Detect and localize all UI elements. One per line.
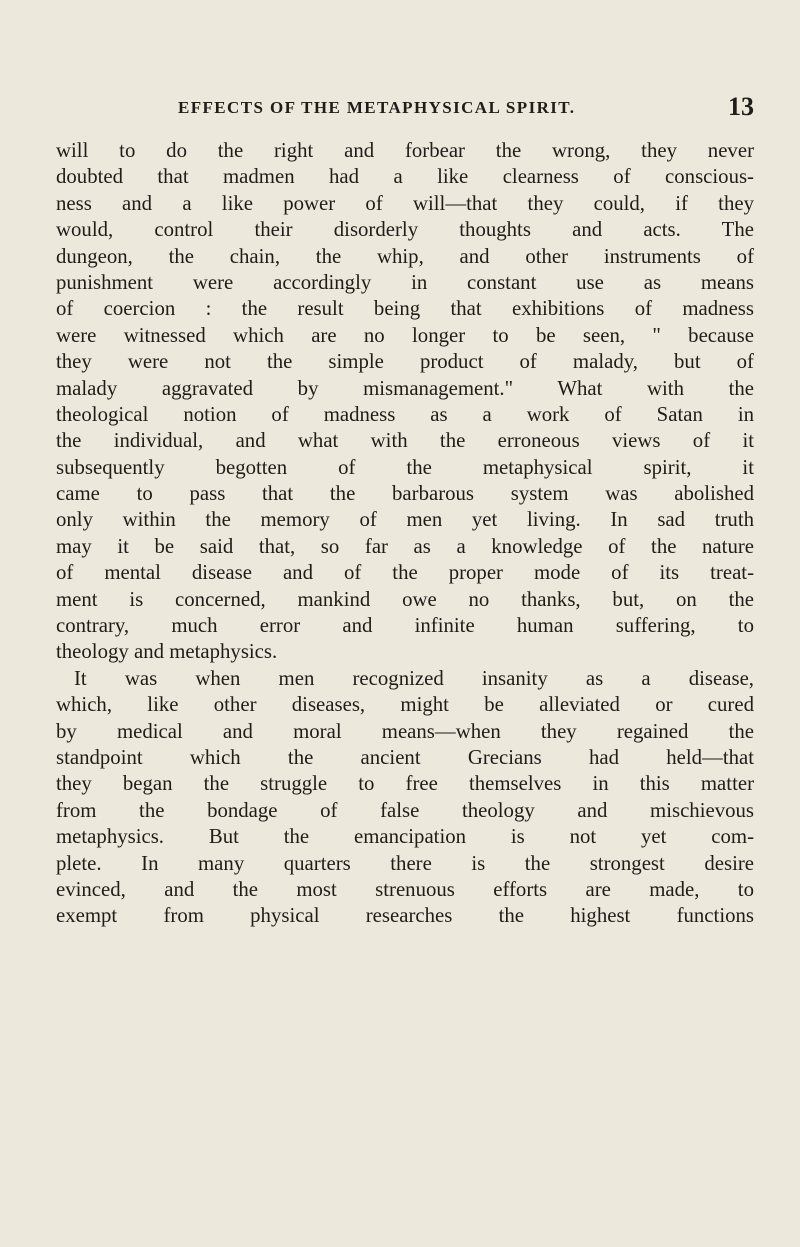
- text-line: may it be said that, so far as a knowledge of the nature: [56, 534, 754, 558]
- text-line: malady aggravated by mismanagement." What with the: [56, 376, 754, 400]
- text-line: plete. In many quarters there is the strongest desire: [56, 851, 754, 875]
- text-line: the individual, and what with the erroneous views of it: [56, 429, 754, 453]
- body-text: [56, 138, 754, 930]
- text-line: evinced, and the most strenuous efforts are made, to: [56, 877, 754, 901]
- text-line: ness and a like power of will—that they could, if they: [56, 191, 754, 215]
- text-line: of coercion : the result being that exhibitions of madness: [56, 297, 754, 321]
- text-line: punishment were accordingly in constant use as means: [56, 270, 754, 294]
- text-line: subsequently begotten of the metaphysical spirit, it: [56, 455, 754, 479]
- text-line: dungeon, the chain, the whip, and other instruments of: [56, 244, 754, 268]
- paragraph-start-line: It was when men recognized insanity as a disease,: [74, 666, 754, 690]
- running-head: [60, 92, 760, 122]
- text-line: theological notion of madness as a work of Satan in: [56, 402, 754, 426]
- text-line: from the bondage of false theology and mischievous: [56, 798, 754, 822]
- text-line: of mental disease and of the proper mode of its treat-: [56, 561, 754, 585]
- text-line: they began the struggle to free themselves in this matter: [56, 772, 754, 796]
- text-line: only within the memory of men yet living. In sad truth: [56, 508, 754, 532]
- running-title: EFFECTS OF THE METAPHYSICAL SPIRIT.: [178, 98, 576, 117]
- text-line: were witnessed which are no longer to be seen, " because: [56, 323, 754, 347]
- text-line: exempt from physical researches the highest functions: [56, 904, 754, 928]
- text-line: contrary, much error and infinite human suffering, to: [56, 614, 754, 638]
- text-line: will to do the right and forbear the wrong, they never: [56, 139, 754, 162]
- text-line: which, like other diseases, might be alleviated or cured: [56, 693, 754, 717]
- text-line: they were not the simple product of malady, but of: [56, 350, 754, 374]
- page-number: 13: [728, 92, 754, 121]
- text-line: ment is concerned, mankind owe no thanks, but, on the: [56, 587, 754, 611]
- text-line: by medical and moral means—when they regained the: [56, 719, 754, 743]
- text-line: doubted that madmen had a like clearness of conscious-: [56, 165, 754, 189]
- paragraph-end-line: theology and metaphysics.: [56, 640, 278, 664]
- text-line: would, control their disorderly thoughts and acts. The: [56, 218, 754, 242]
- text-line: came to pass that the barbarous system was abolished: [56, 482, 754, 506]
- text-line: standpoint which the ancient Grecians had held—that: [56, 745, 754, 769]
- text-line: metaphysics. But the emancipation is not yet com-: [56, 825, 754, 849]
